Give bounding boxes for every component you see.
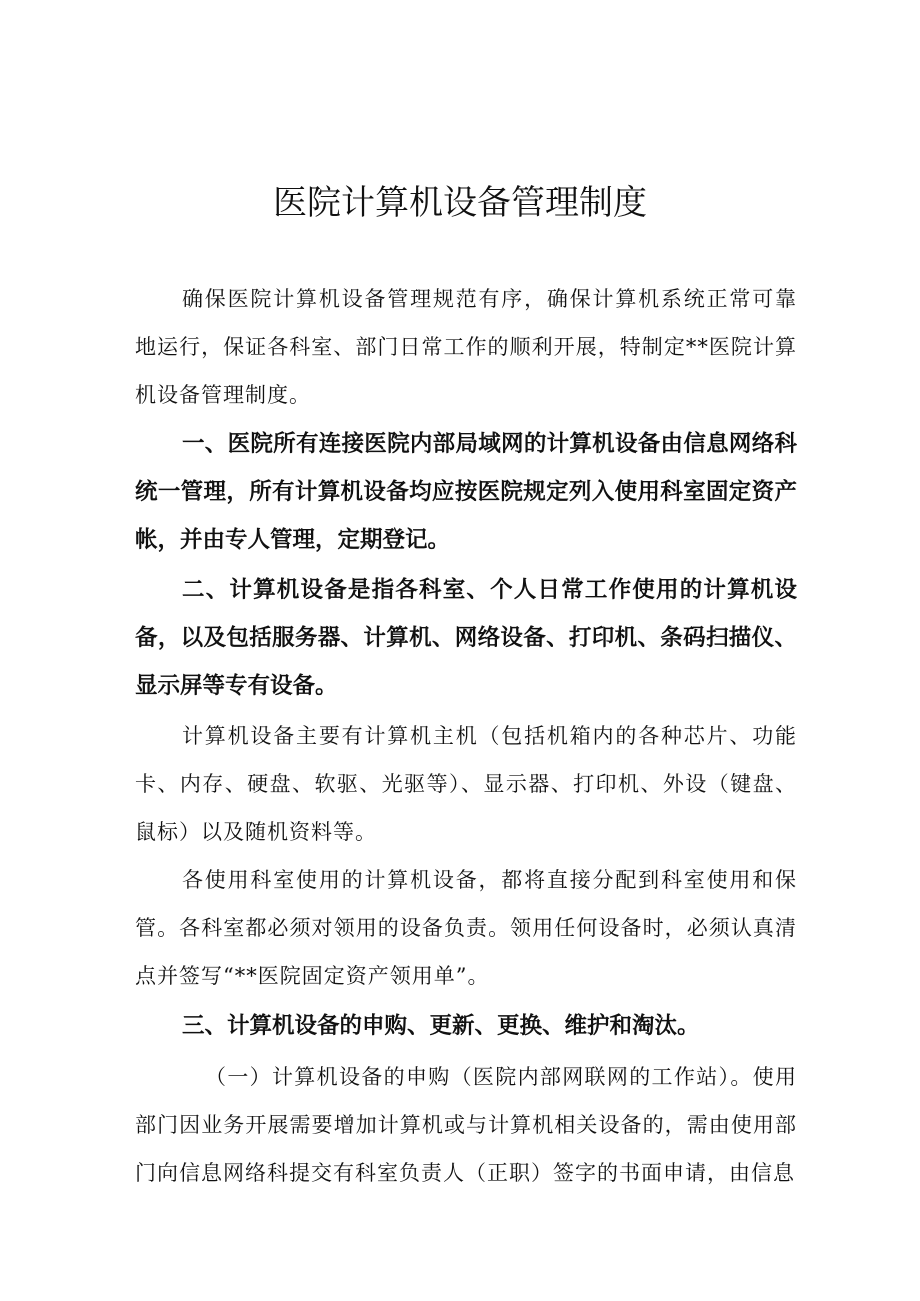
section-2-detail-paragraph: 计算机设备主要有计算机主机（包括机箱内的各种芯片、功能卡、内存、硬盘、软驱、光驱等）、显示器、打印机、外设（键盘、鼠标）以及随机资料等。 [135,724,797,844]
section-3-item-1-paragraph: （一）计算机设备的申购（医院内部网联网的工作站）。使用部门因业务开展需要增加计算机或与计算机相关设备的，需由使用部门向信息网络科提交有科室负责人（正职）签字的书面申请，由信息 [135,1065,797,1185]
section-1-paragraph: 一、医院所有连接医院内部局域网的计算机设备由信息网络科统一管理，所有计算机设备均应按医院规定列入使用科室固定资产帐，并由专人管理，定期登记。 [135,431,797,553]
section-2-paragraph: 二、计算机设备是指各科室、个人日常工作使用的计算机设备，以及包括服务器、计算机、网络设备、打印机、条码扫描仪、显示屏等专有设备。 [135,577,797,699]
section-2-usage-paragraph: 各使用科室使用的计算机设备，都将直接分配到科室使用和保管。各科室都必须对领用的设备负责。领用任何设备时，必须认真清点并签写“**医院固定资产领用单”。 [135,868,797,988]
section-3-heading: 三、计算机设备的申购、更新、更换、维护和淘汰。 [182,1013,700,1039]
document-title: 医院计算机设备管理制度 [273,183,647,223]
intro-paragraph: 确保医院计算机设备管理规范有序，确保计算机系统正常可靠地运行，保证各科室、部门日常工作的顺利开展，特制定**医院计算机设备管理制度。 [135,287,797,407]
